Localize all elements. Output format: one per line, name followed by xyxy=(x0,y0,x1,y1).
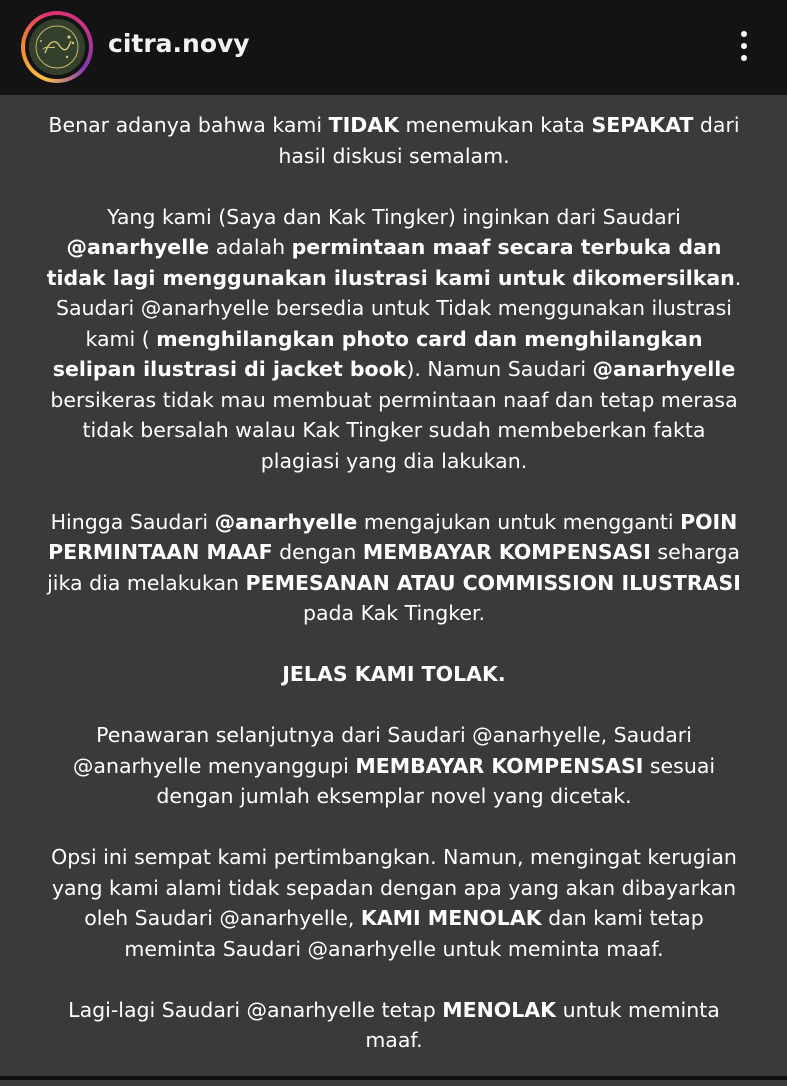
post-text xyxy=(44,110,744,1086)
post-header xyxy=(0,0,787,95)
bold-text: JELAS KAMI TOLAK. xyxy=(282,662,506,686)
mention-bold: @anarhyelle xyxy=(66,235,210,259)
bold-text: SEPAKAT xyxy=(591,113,694,137)
bold-text: KAMI MENOLAK xyxy=(360,906,542,930)
mention-bold: @anarhyelle xyxy=(592,357,736,381)
more-vertical-icon[interactable] xyxy=(730,28,758,64)
avatar-logo-graphic xyxy=(29,19,85,75)
bold-text: POIN PERMINTAAN MAAF xyxy=(48,509,738,564)
paragraph-7: Lagi-lagi Saudari @anarhyelle tetap MENOLAK untuk meminta maaf. xyxy=(68,997,720,1052)
bold-text: MEMBAYAR KOMPENSASI xyxy=(355,753,644,778)
paragraph-4 xyxy=(44,659,744,690)
story-ring[interactable] xyxy=(21,11,93,83)
paragraph-5: Penawaran selanjutnya dari Saudari @anarhyelle, Saudari @anarhyelle menyanggupi MEMBAYAR KOMPENSASI sesuai dengan jumlah eksemplar novel yang dicetak. xyxy=(72,723,716,808)
bold-text: permintaan maaf secara terbuka dan tidak lagi menggunakan ilustrasi kami untuk dikomersilkan xyxy=(46,235,735,290)
paragraph-3: Hingga Saudari @anarhyelle mengajukan untuk mengganti POIN PERMINTAAN MAAF dengan MEMBAYAR KOMPENSASI seharga jika dia melakukan PEMESANAN ATAU COMMISSION ILUSTRASI pada Kak Tingker. xyxy=(47,509,741,625)
bold-text: TIDAK xyxy=(328,113,399,137)
bold-text: MEMBAYAR KOMPENSASI xyxy=(362,540,651,564)
bold-text: PEMESANAN ATAU COMMISSION ILUSTRASI xyxy=(245,570,741,595)
paragraph-2: Yang kami (Saya dan Kak Tingker) inginkan dari Saudari @anarhyelle adalah permintaan maaf secara terbuka dan tidak lagi menggunakan ilustrasi kami untuk dikomersilkan. Saudari @anarhyelle bersedia untuk Tidak menggunakan ilustrasi kami ( menghilangkan photo card dan menghilangkan selipan ilustrasi di jacket book). Namun Saudari @anarhyelle bersikeras tidak mau membuat permintaan naaf dan tetap merasa tidak bersalah walau Kak Tingker sudah membeberkan fakta plagiasi yang dia lakukan. xyxy=(46,204,742,473)
username[interactable]: citra.novy xyxy=(108,29,250,58)
bold-text: menghilangkan photo card dan menghilangkan selipan ilustrasi di jacket book xyxy=(52,326,703,381)
mention-bold: @anarhyelle xyxy=(214,509,358,534)
paragraph-6: Opsi ini sempat kami pertimbangkan. Namun, mengingat kerugian yang kami alami tidak sepadan dengan apa yang akan dibayarkan oleh Saudari @anarhyelle, KAMI MENOLAK dan kami tetap meminta Saudari @anarhyelle untuk meminta maaf. xyxy=(51,845,737,961)
citra-logo-avatar-icon[interactable] xyxy=(29,19,85,75)
bold-text: MENOLAK xyxy=(442,997,557,1022)
paragraph-1: Benar adanya bahwa kami TIDAK menemukan kata SEPAKAT dari hasil diskusi semalam. xyxy=(48,113,740,168)
bottom-divider xyxy=(0,1076,787,1080)
